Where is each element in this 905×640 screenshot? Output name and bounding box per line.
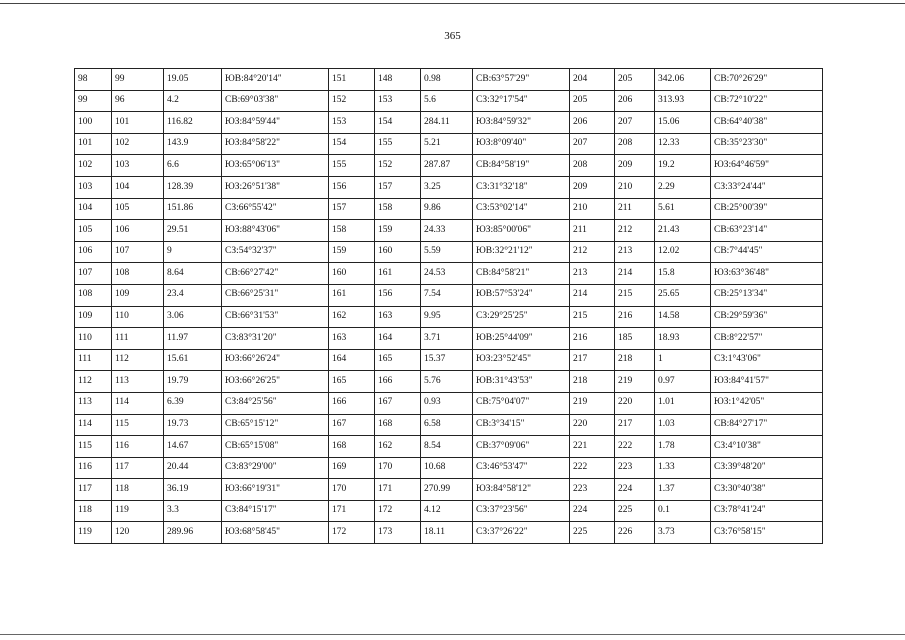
table-cell: 161 [329, 284, 375, 306]
table-cell: 209 [615, 155, 655, 177]
table-cell: СВ:84°58'19" [473, 155, 570, 177]
table-cell: СВ:72°10'22" [711, 90, 823, 112]
table-cell: 216 [615, 306, 655, 328]
table-cell: 156 [375, 284, 421, 306]
table-row [75, 133, 823, 155]
table-cell: 102 [112, 133, 164, 155]
table-cell: 12.33 [655, 133, 711, 155]
table-cell: 6.6 [164, 155, 222, 177]
table-cell: 216 [570, 328, 615, 350]
table-cell: СВ:37°09'06" [473, 436, 570, 458]
table-cell: 214 [570, 284, 615, 306]
table-cell: 225 [570, 522, 615, 544]
table-cell: 108 [112, 263, 164, 285]
table-cell: 173 [375, 522, 421, 544]
table-cell: 96 [112, 90, 164, 112]
table-cell: СЗ:84°25'56" [222, 392, 329, 414]
table-cell: СЗ:83°29'00" [222, 457, 329, 479]
table-cell: 10.68 [421, 457, 473, 479]
table-cell: 118 [112, 479, 164, 501]
table-cell: 1.01 [655, 392, 711, 414]
table-cell: 162 [375, 436, 421, 458]
table-cell: 107 [112, 241, 164, 263]
table-cell: 156 [329, 176, 375, 198]
table-cell: 104 [112, 176, 164, 198]
table-cell: 100 [75, 112, 112, 134]
table-cell: 154 [375, 112, 421, 134]
table-cell: 29.51 [164, 220, 222, 242]
table-cell: 151.86 [164, 198, 222, 220]
table-cell: СВ:3°34'15" [473, 414, 570, 436]
table-cell: 342.06 [655, 69, 711, 91]
table-cell: 222 [570, 457, 615, 479]
table-cell: 5.59 [421, 241, 473, 263]
table-cell: 204 [570, 69, 615, 91]
table-cell: 21.43 [655, 220, 711, 242]
table-cell: 6.39 [164, 392, 222, 414]
table-cell: 220 [615, 392, 655, 414]
table-cell: 101 [75, 133, 112, 155]
table-row [75, 371, 823, 393]
table-cell: 170 [375, 457, 421, 479]
table-cell: 114 [112, 392, 164, 414]
table-cell: 212 [570, 241, 615, 263]
table-cell: СВ:70°26'29" [711, 69, 823, 91]
table-cell: 110 [112, 306, 164, 328]
table-cell: 5.76 [421, 371, 473, 393]
table-cell: 153 [375, 90, 421, 112]
table-cell: ЮЗ:63°36'48" [711, 263, 823, 285]
table-cell: 24.53 [421, 263, 473, 285]
table-cell: 270.99 [421, 479, 473, 501]
table-cell: 154 [329, 133, 375, 155]
table-cell: 207 [615, 112, 655, 134]
table-cell: СЗ:1°43'06" [711, 349, 823, 371]
table-cell: 0.98 [421, 69, 473, 91]
table-cell: ЮВ:57°53'24" [473, 284, 570, 306]
table-cell: 205 [615, 69, 655, 91]
table-cell: 104 [75, 198, 112, 220]
table-cell: 18.11 [421, 522, 473, 544]
table-cell: 164 [375, 328, 421, 350]
table-cell: 221 [570, 436, 615, 458]
table-cell: 112 [75, 371, 112, 393]
table-cell: 109 [112, 284, 164, 306]
table-cell: 211 [570, 220, 615, 242]
table-cell: 15.06 [655, 112, 711, 134]
table-cell: 163 [329, 328, 375, 350]
table-cell: 172 [375, 500, 421, 522]
table-cell: СВ:25°00'39" [711, 198, 823, 220]
table-cell: 1.03 [655, 414, 711, 436]
table-cell: ЮЗ:66°26'24" [222, 349, 329, 371]
table-cell: 5.21 [421, 133, 473, 155]
table-cell: СВ:84°58'21" [473, 263, 570, 285]
table-cell: СВ:66°27'42" [222, 263, 329, 285]
table-cell: 214 [615, 263, 655, 285]
table-cell: 171 [329, 500, 375, 522]
table-cell: 3.73 [655, 522, 711, 544]
table-cell: 115 [75, 436, 112, 458]
table-cell: ЮЗ:66°19'31" [222, 479, 329, 501]
table-cell: 159 [329, 241, 375, 263]
table-row [75, 479, 823, 501]
table-cell: СВ:65°15'08" [222, 436, 329, 458]
table-cell: ЮЗ:68°58'45" [222, 522, 329, 544]
table-cell: 164 [329, 349, 375, 371]
table-cell: 157 [329, 198, 375, 220]
table-cell: 167 [375, 392, 421, 414]
table-cell: ЮЗ:84°59'44" [222, 112, 329, 134]
table-cell: 103 [112, 155, 164, 177]
table-cell: 24.33 [421, 220, 473, 242]
survey-coordinates-table [74, 68, 823, 544]
table-cell: 114 [75, 414, 112, 436]
table-cell: 115 [112, 414, 164, 436]
table-row [75, 176, 823, 198]
table-row [75, 112, 823, 134]
page-number: 365 [444, 30, 461, 42]
table-cell: 19.2 [655, 155, 711, 177]
table-cell: 162 [329, 306, 375, 328]
table-cell: 223 [570, 479, 615, 501]
table-cell: 166 [329, 392, 375, 414]
table-cell: СВ:84°27'17" [711, 414, 823, 436]
table-cell: 113 [112, 371, 164, 393]
table-cell: 105 [112, 198, 164, 220]
table-cell: ЮЗ:26°51'38" [222, 176, 329, 198]
table-cell: 111 [75, 349, 112, 371]
table-cell: 117 [112, 457, 164, 479]
table-cell: 160 [375, 241, 421, 263]
table-cell: 219 [570, 392, 615, 414]
table-cell: 157 [375, 176, 421, 198]
table-row [75, 69, 823, 91]
table-cell: 152 [329, 90, 375, 112]
table-cell: ЮВ:32°21'12" [473, 241, 570, 263]
table-cell: 6.58 [421, 414, 473, 436]
table-cell: 12.02 [655, 241, 711, 263]
table-cell: СЗ:39°48'20" [711, 457, 823, 479]
table-cell: СЗ:37°26'22" [473, 522, 570, 544]
table-cell: 210 [615, 176, 655, 198]
table-cell: 206 [570, 112, 615, 134]
table-cell: СВ:29°59'36" [711, 306, 823, 328]
table-cell: 224 [570, 500, 615, 522]
table-cell: 207 [570, 133, 615, 155]
table-cell: 1.78 [655, 436, 711, 458]
table-cell: 219 [615, 371, 655, 393]
table-row [75, 414, 823, 436]
table-cell: 107 [75, 263, 112, 285]
table-cell: СЗ:76°58'15" [711, 522, 823, 544]
table-cell: 167 [329, 414, 375, 436]
table-cell: 205 [570, 90, 615, 112]
table-cell: 218 [615, 349, 655, 371]
table-cell: 18.93 [655, 328, 711, 350]
table-cell: СВ:35°23'30" [711, 133, 823, 155]
table-row [75, 457, 823, 479]
table-cell: 109 [75, 306, 112, 328]
table-row [75, 328, 823, 350]
table-cell: 211 [615, 198, 655, 220]
table-cell: 313.93 [655, 90, 711, 112]
table-cell: СЗ:66°55'42" [222, 198, 329, 220]
table-cell: 111 [112, 328, 164, 350]
table-cell: 223 [615, 457, 655, 479]
table-cell: ЮВ:84°20'14" [222, 69, 329, 91]
table-cell: 212 [615, 220, 655, 242]
table-cell: 5.61 [655, 198, 711, 220]
table-cell: СВ:63°57'29" [473, 69, 570, 91]
table-cell: 116 [75, 457, 112, 479]
table-cell: ЮЗ:1°42'05" [711, 392, 823, 414]
table-row [75, 284, 823, 306]
table-row [75, 220, 823, 242]
table-cell: 15.37 [421, 349, 473, 371]
table-cell: 171 [375, 479, 421, 501]
table-cell: СЗ:33°24'44" [711, 176, 823, 198]
table-cell: ЮЗ:65°06'13" [222, 155, 329, 177]
table-cell: 153 [329, 112, 375, 134]
table-cell: 101 [112, 112, 164, 134]
table-cell: СВ:69°03'38" [222, 90, 329, 112]
table-cell: 128.39 [164, 176, 222, 198]
table-body [75, 69, 823, 544]
table-cell: 7.54 [421, 284, 473, 306]
table-cell: 155 [329, 155, 375, 177]
table-row [75, 90, 823, 112]
table-cell: СЗ:30°40'38" [711, 479, 823, 501]
table-cell: 213 [615, 241, 655, 263]
table-cell: 14.58 [655, 306, 711, 328]
table-cell: ЮЗ:84°41'57" [711, 371, 823, 393]
table-cell: 1.33 [655, 457, 711, 479]
table-cell: 103 [75, 176, 112, 198]
table-cell: 106 [112, 220, 164, 242]
table-cell: 152 [375, 155, 421, 177]
table-cell: ЮЗ:84°59'32" [473, 112, 570, 134]
table-cell: 185 [615, 328, 655, 350]
table-cell: ЮЗ:85°00'06" [473, 220, 570, 242]
table-cell: 118 [75, 500, 112, 522]
table-cell: 217 [615, 414, 655, 436]
table-cell: 161 [375, 263, 421, 285]
table-cell: 106 [75, 241, 112, 263]
bottom-scan-line [0, 634, 905, 635]
table-cell: 284.11 [421, 112, 473, 134]
table-cell: 172 [329, 522, 375, 544]
table-cell: 226 [615, 522, 655, 544]
table-cell: 168 [329, 436, 375, 458]
table-cell: 220 [570, 414, 615, 436]
table-cell: 9.95 [421, 306, 473, 328]
table-row [75, 241, 823, 263]
table-cell: 8.54 [421, 436, 473, 458]
table-cell: 19.79 [164, 371, 222, 393]
table-cell: СВ:63°23'14" [711, 220, 823, 242]
table-cell: 1.37 [655, 479, 711, 501]
table-cell: 120 [112, 522, 164, 544]
table-cell: 287.87 [421, 155, 473, 177]
table-cell: 9 [164, 241, 222, 263]
table-cell: СВ:66°31'53" [222, 306, 329, 328]
table-cell: 215 [570, 306, 615, 328]
table-cell: СЗ:83°31'20" [222, 328, 329, 350]
table-cell: 99 [75, 90, 112, 112]
table-cell: 289.96 [164, 522, 222, 544]
table-cell: 158 [375, 198, 421, 220]
table-cell: ЮЗ:88°43'06" [222, 220, 329, 242]
table-cell: 23.4 [164, 284, 222, 306]
table-cell: 19.73 [164, 414, 222, 436]
table-cell: 117 [75, 479, 112, 501]
table-cell: 0.93 [421, 392, 473, 414]
table-cell: 15.61 [164, 349, 222, 371]
table-cell: 163 [375, 306, 421, 328]
table-row [75, 306, 823, 328]
table-cell: 116.82 [164, 112, 222, 134]
table-cell: 148 [375, 69, 421, 91]
table-cell: 169 [329, 457, 375, 479]
table-row [75, 349, 823, 371]
table-cell: СЗ:78°41'24" [711, 500, 823, 522]
table-cell: 151 [329, 69, 375, 91]
table-cell: ЮЗ:84°58'12" [473, 479, 570, 501]
table-cell: 20.44 [164, 457, 222, 479]
table-cell: 210 [570, 198, 615, 220]
table-cell: 160 [329, 263, 375, 285]
table-row [75, 392, 823, 414]
table-cell: 170 [329, 479, 375, 501]
table-cell: 98 [75, 69, 112, 91]
table-cell: 2.29 [655, 176, 711, 198]
table-cell: 102 [75, 155, 112, 177]
table-cell: СЗ:31°32'18" [473, 176, 570, 198]
top-scan-line [0, 3, 905, 4]
table-cell: СВ:65°15'12" [222, 414, 329, 436]
table-cell: 4.12 [421, 500, 473, 522]
table-cell: 218 [570, 371, 615, 393]
table-cell: 105 [75, 220, 112, 242]
table-cell: СЗ:46°53'47" [473, 457, 570, 479]
table-cell: СЗ:54°32'37" [222, 241, 329, 263]
table-cell: 213 [570, 263, 615, 285]
table-row [75, 522, 823, 544]
table-row [75, 155, 823, 177]
table-cell: 9.86 [421, 198, 473, 220]
table-cell: 14.67 [164, 436, 222, 458]
table-cell: 158 [329, 220, 375, 242]
table-cell: 217 [570, 349, 615, 371]
table-row [75, 500, 823, 522]
table-cell: 222 [615, 436, 655, 458]
table-cell: СЗ:53°02'14" [473, 198, 570, 220]
table-row [75, 263, 823, 285]
table-cell: ЮЗ:23°52'45" [473, 349, 570, 371]
table-cell: 225 [615, 500, 655, 522]
table-cell: 143.9 [164, 133, 222, 155]
table-cell: СЗ:84°15'17" [222, 500, 329, 522]
table-cell: 25.65 [655, 284, 711, 306]
table-cell: 168 [375, 414, 421, 436]
table-cell: СВ:7°44'45" [711, 241, 823, 263]
table-cell: 112 [112, 349, 164, 371]
table-row [75, 198, 823, 220]
table-cell: СЗ:37°23'56" [473, 500, 570, 522]
table-cell: СВ:75°04'07" [473, 392, 570, 414]
table-cell: СЗ:29°25'25" [473, 306, 570, 328]
table-cell: 4.2 [164, 90, 222, 112]
table-cell: СВ:66°25'31" [222, 284, 329, 306]
table-cell: 15.8 [655, 263, 711, 285]
table-cell: СВ:25°13'34" [711, 284, 823, 306]
table-cell: 206 [615, 90, 655, 112]
table-row [75, 436, 823, 458]
table-cell: 19.05 [164, 69, 222, 91]
table-cell: 119 [112, 500, 164, 522]
table-cell: 155 [375, 133, 421, 155]
table-cell: ЮВ:31°43'53" [473, 371, 570, 393]
table-cell: СВ:8°22'57" [711, 328, 823, 350]
table-cell: ЮЗ:84°58'22" [222, 133, 329, 155]
table-cell: ЮЗ:8°09'40" [473, 133, 570, 155]
table-cell: 165 [329, 371, 375, 393]
table-cell: 3.71 [421, 328, 473, 350]
table-cell: 108 [75, 284, 112, 306]
table-cell: ЮЗ:66°26'25" [222, 371, 329, 393]
table-cell: 166 [375, 371, 421, 393]
table-cell: ЮЗ:64°46'59" [711, 155, 823, 177]
table-cell: 113 [75, 392, 112, 414]
table-cell: 3.06 [164, 306, 222, 328]
table-cell: СЗ:32°17'54" [473, 90, 570, 112]
table-cell: 119 [75, 522, 112, 544]
table-cell: 11.97 [164, 328, 222, 350]
table-cell: 3.3 [164, 500, 222, 522]
table-cell: 224 [615, 479, 655, 501]
table-cell: СВ:64°40'38" [711, 112, 823, 134]
table-cell: СЗ:4°10'38" [711, 436, 823, 458]
table-cell: 5.6 [421, 90, 473, 112]
table-cell: 99 [112, 69, 164, 91]
table-cell: 208 [615, 133, 655, 155]
table-cell: 0.97 [655, 371, 711, 393]
table-cell: 209 [570, 176, 615, 198]
table-cell: 116 [112, 436, 164, 458]
table-cell: 8.64 [164, 263, 222, 285]
table-cell: 165 [375, 349, 421, 371]
table-cell: 159 [375, 220, 421, 242]
table-cell: 3.25 [421, 176, 473, 198]
table-cell: 110 [75, 328, 112, 350]
table-cell: 215 [615, 284, 655, 306]
table-cell: 1 [655, 349, 711, 371]
table-cell: 0.1 [655, 500, 711, 522]
table-cell: 208 [570, 155, 615, 177]
table-cell: 36.19 [164, 479, 222, 501]
table-cell: ЮВ:25°44'09" [473, 328, 570, 350]
